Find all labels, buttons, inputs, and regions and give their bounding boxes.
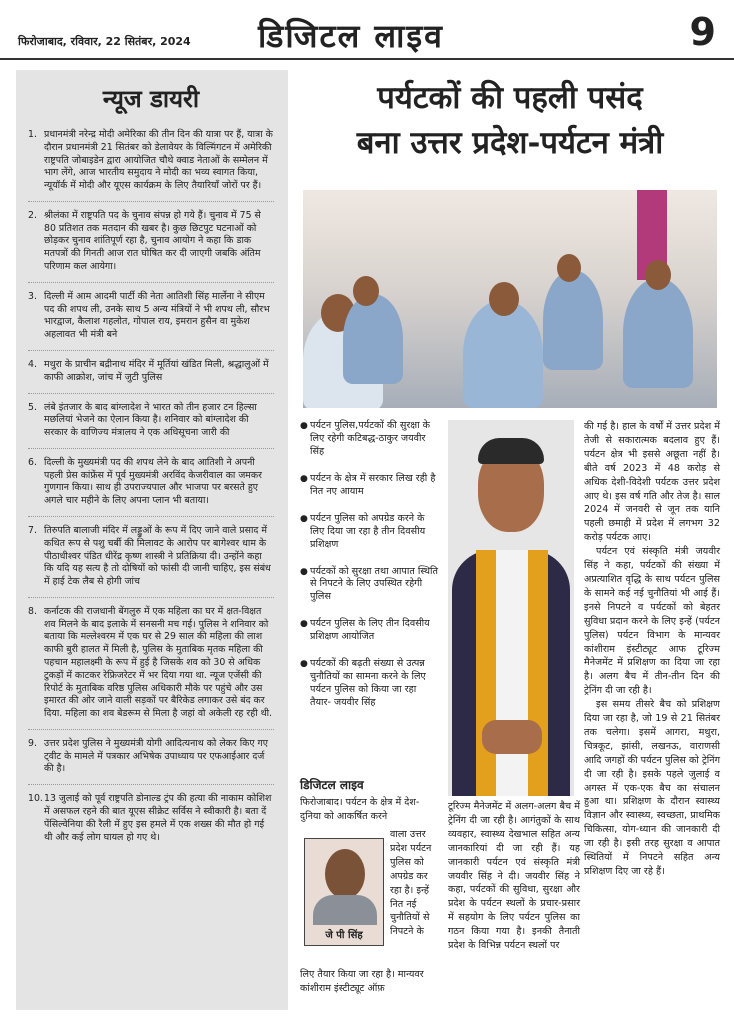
diary-item-text: दिल्ली के मुख्यमंत्री पद की शपथ लेने के बाद आतिशी ने अपनी पहली प्रेस कांफ्रेंस में पूर्व मुख्यमंत्री अरविंद केजरीवाल का जमकर गुणगान किया। साथ ही उपराज्यपाल और भाजपा पर बरसते हुए अगले चार महीने के लिए अपना प्लान भी बताया। bbox=[44, 456, 262, 507]
article-headline bbox=[300, 76, 720, 166]
highlight-item bbox=[300, 618, 440, 644]
person-figure bbox=[343, 294, 403, 384]
diary-item-number: 5. bbox=[28, 401, 37, 413]
diary-item bbox=[28, 129, 274, 202]
diary-item-text: उत्तर प्रदेश पुलिस ने मुख्यमंत्री योगी आदित्यनाथ को लेकर किए गए ट्वीट के मामले में पत्रकार अभिषेक उपाध्याय पर एफआईआर दर्ज की है। bbox=[44, 737, 268, 775]
highlight-text: पर्यटन पुलिस के लिए तीन दिवसीय प्रशिक्षण आयोजित bbox=[310, 618, 430, 643]
reporter-photo bbox=[304, 838, 384, 946]
highlight-text: पर्यटकों को सुरक्षा तथा आपात स्थिति से निपटने के लिए उपस्थित रहेगी पुलिस bbox=[310, 565, 438, 603]
diary-title: न्यूज डायरी bbox=[102, 85, 200, 113]
article-paragraph: इस समय तीसरे बैच को प्रशिक्षण दिया जा रहा है, जो 19 से 21 सितंबर तक चलेगा। इसमें आगरा, मथुरा, चित्रकूट, झांसी, लखनऊ, वाराणसी आदि जगहों की पर्यटन पुलिस को ट्रेनिंग दी जा रही है। इसके पहले जुलाई व अगस्त में एक-एक बैच का संचालन हुआ था। प्रशिक्षण के दौरान स्वास्थ्य विज्ञान और स्वास्थ्य, स्वच्छता, प्राथमिक चिकित्सा, योग-ध्यान की जानकारी दी जा रही है। इसी तरह सुरक्षा व आपात स्थितियों में निपटने सहित अन्य प्रशिक्षण दिए जा रहे हैं। bbox=[584, 699, 720, 877]
scarf-shape bbox=[476, 550, 496, 796]
headline-line-2: बना उत्तर प्रदेश-पर्यटन मंत्री bbox=[356, 124, 664, 161]
bullet-icon: ● bbox=[300, 566, 308, 577]
diary-item-number: 1. bbox=[28, 129, 37, 140]
article-paragraph: की गई है। हाल के वर्षों में उत्तर प्रदेश में तेजी से सकारात्मक बदलाव हुए हैं। पर्यटन क्षेत्र भी इससे अछूता नहीं है। बीते वर्ष 2023 में 48 करोड़ से अधिक देशी-विदेशी पर्यटक उत्तर प्रदेश आए थे। इस वर्ष गति और तेज है। साल 2024 में जनवरी से जून तक यानि पहली छमाही में प्रदेश में लगभग 32 करोड़ पर्यटक आए। bbox=[584, 421, 720, 544]
article-body-side: वाला उत्तर प्रदेश पर्यटन पुलिस को अपग्रेड कर रहा है। इन्हें नित नई चुनौतियों से निपटने के bbox=[390, 829, 432, 938]
diary-item-text: मथुरा के प्राचीन बद्रीनाथ मंदिर में मूर्तियां खंडित मिली, श्रद्धालुओं में काफी आक्रोश, जांच में जुटी पुलिस bbox=[44, 358, 269, 383]
highlight-item bbox=[300, 513, 440, 552]
minister-photo bbox=[448, 420, 574, 796]
bullet-icon: ● bbox=[300, 513, 308, 524]
diary-item-text: प्रधानमंत्री नरेन्द्र मोदी अमेरिका की तीन दिन की यात्रा पर हैं, यात्रा के दौरान प्रधानमंत्री 21 सितंबर को डेलावेयर के विल्मिंगटन में अमेरिकी राष्ट्रपति जोबाइडेन द्वारा आयोजित चौथे क्वाड नेताओं के सम्मेलन में भाग लेंगे, आज भारतीय समुदाय ने मोदी का भव्य स्वागत किया, न्यूयॉर्क में मोदी और यूएस कार्यक्रम के लिए तैयारियाँ जोरों पर हैं। bbox=[44, 129, 273, 192]
bullet-icon: ● bbox=[300, 659, 308, 670]
diary-item bbox=[28, 457, 274, 517]
diary-item bbox=[28, 525, 274, 598]
diary-item bbox=[28, 402, 274, 449]
bullet-icon: ● bbox=[300, 473, 308, 484]
minister-hair bbox=[478, 438, 544, 464]
diary-item-text: लंबे इंतजार के बाद बांग्लादेश ने भारत को तीन हजार टन हिल्सा मछलियां भेजने का ऐलान किया है। शनिवार को बांग्लादेश की सरकार के वाणिज्य मंत्रालय ने एक अधिसूचना जारी की bbox=[44, 401, 257, 439]
person-head bbox=[645, 260, 671, 290]
diary-item-number: 8. bbox=[28, 605, 37, 617]
diary-item-number: 9. bbox=[28, 737, 37, 749]
diary-item-text: तिरुपति बालाजी मंदिर में लड्डुओं के रूप में दिए जाने वाले प्रसाद में कथित रूप से पशु चर्बी की मिलावट के आरोप पर बागेश्वर धाम के पीठाधीश्वर पंडित धीरेंद्र कृष्ण शास्त्री ने प्रतिक्रिया दी। उन्होंने कहा कि यदि यह सत्य है तो दोषियों को फांसी दी जानी चाहिए, इस संबंध में हाई टेक लैब से होगी जांच bbox=[44, 524, 271, 588]
reporter-caption: जे पी सिंह bbox=[325, 930, 363, 941]
article-body-lead: फिरोजाबाद। पर्यटन के क्षेत्र में देश-दुनिया को आकर्षित करने bbox=[300, 797, 420, 822]
bullet-icon: ● bbox=[300, 619, 308, 630]
diary-item-number: 2. bbox=[28, 209, 37, 221]
diary-item-number: 7. bbox=[28, 524, 37, 536]
article-highlights bbox=[300, 420, 440, 724]
diary-item bbox=[28, 359, 274, 394]
reporter-face bbox=[325, 849, 365, 899]
news-diary-panel bbox=[16, 70, 288, 1010]
bullet-icon: ● bbox=[300, 421, 308, 431]
person-figure bbox=[623, 278, 693, 388]
article-body-tail: लिए तैयार किया जा रहा है। मान्यवर कांशीराम इंस्टीट्यूट ऑफ़ bbox=[300, 969, 424, 994]
highlight-item bbox=[300, 566, 440, 605]
diary-item-text: 13 जुलाई को पूर्व राष्ट्रपति डोनाल्ड ट्रंप की हत्या की नाकाम कोशिश में असफल रहने की बात यूएस सीक्रेट सर्विस ने स्वीकारी है। बता दें पेंसिल्वेनिया की रैली में हुए इस हमले में एक शख्स की मौत हो गई थी और कई लोग घायल हो गए थे। bbox=[44, 793, 272, 843]
article-paragraph: पर्यटन एवं संस्कृति मंत्री जयवीर सिंह ने कहा, पर्यटकों की संख्या में अप्रत्याशित वृद्धि के साथ पर्यटन पुलिस के सामने कई नई चुनौतियां भी आई हैं। इनसे निपटने व पर्यटकों को बेहतर सुविधा प्रदान करने के लिए इन्हें (पर्यटन पुलिस) पर्यटन विभाग के मान्यवर कांशीराम इंस्टीट्यूट आफ टूरिज्म मैनेजमेंट में प्रशिक्षण का दिया जा रहा है। अलग बैच में तीन-तीन दिन की ट्रेनिंग दी जा रही है। bbox=[584, 546, 720, 697]
scarf-shape bbox=[528, 550, 548, 796]
diary-item-text: दिल्ली में आम आदमी पार्टी की नेता आतिशी सिंह मार्लेना ने सीएम पद की शपथ ली, उनके साथ 5 अन्य मंत्रियों ने भी शपथ ली, सौरभ भारद्वाज, कैलाश गहलोत, गोपाल राय, इमरान हुसैन वा मुकेश अहलावत भी मंत्री बने bbox=[44, 290, 270, 341]
newspaper-title: डिजिटल लाइव bbox=[258, 17, 444, 55]
diary-item bbox=[28, 210, 274, 283]
person-head bbox=[353, 276, 379, 306]
highlight-text: पर्यटन पुलिस,पर्यटकों की सुरक्षा के लिए रहेगी कटिबद्ध-ठाकुर जयवीर सिंह bbox=[310, 420, 431, 457]
person-head bbox=[557, 254, 581, 282]
diary-item-number: 3. bbox=[28, 290, 37, 302]
reporter-shirt bbox=[313, 895, 377, 925]
person-figure bbox=[463, 300, 543, 408]
person-head bbox=[489, 282, 519, 316]
diary-list bbox=[28, 129, 274, 852]
diary-item-number: 4. bbox=[28, 358, 37, 370]
diary-item bbox=[28, 793, 274, 852]
highlight-text: पर्यटन पुलिस को अपग्रेड करने के लिए दिया जा रहा है तीन दिवसीय प्रशिक्षण bbox=[310, 512, 426, 550]
article-body-right bbox=[584, 420, 720, 879]
diary-item bbox=[28, 606, 274, 730]
highlight-text: पर्यटकों की बढ़ती संख्या से उत्पन्न चुनौतियों का सामना करने के लिए पर्यटन पुलिस को किया जा रहा तैयार- जयवीर सिंह bbox=[310, 658, 426, 708]
diary-item-number: 10. bbox=[28, 793, 43, 805]
article-body-center: टूरिज्म मैनेजमेंट में अलग-अलग बैच में ट्रेनिंग दी जा रही है। आगंतुकों के साथ व्यवहार, स्वास्थ्य देखभाल सहित अन्य जानकारियां दी जा रही हैं। यह जानकारी पर्यटन एवं संस्कृति मंत्री जयवीर सिंह ने दी। जयवीर सिंह ने कहा, पर्यटकों की सुविधा, सुरक्षा और प्रदेश के पर्यटन स्थलों के प्रचार-प्रसार में सहयोग के लिए पर्यटन पुलिस का गठन किया गया है। इनकी तैनाती प्रदेश के विभिन्न पर्यटन स्थलों पर bbox=[448, 801, 580, 952]
diary-item bbox=[28, 291, 274, 351]
highlight-item bbox=[300, 420, 440, 459]
highlight-item bbox=[300, 658, 440, 710]
training-session-photo bbox=[303, 190, 717, 408]
page-header bbox=[0, 0, 734, 60]
headline-line-1: पर्यटकों की पहली पसंद bbox=[377, 80, 643, 116]
shirt-shape bbox=[494, 550, 530, 796]
highlight-text: पर्यटन के क्षेत्र में सरकार लिख रही है नित नए आयाम bbox=[310, 472, 436, 497]
page-number: 9 bbox=[689, 10, 716, 54]
minister-hands bbox=[482, 720, 542, 754]
person-figure bbox=[543, 270, 603, 370]
diary-item-text: कर्नाटक की राजधानी बेंगलुरु में एक महिला का घर में क्षत-विक्षत शव मिलने के बाद इलाके में सनसनी मच गई। पुलिस ने शनिवार को बताया कि मल्लेश्वरम में एक घर से 29 साल की महिला की लाश काफी बुरी हालत में मिली है, पुलिस के मुताबिक मृतक महिला की पहचान महालक्ष्मी के रूप में हुई है जिसके शव को 30 से अधिक टुकड़ों में काटकर रेफ्रिजरेटर में भर दिया गया था. न्यूज एजेंसी की रिपोर्ट के मुताबिक वरिष्ठ पुलिस अधिकारी मौके पर पहुंचे और उस इमारत की ओर जाने वाली सड़कों पर बैरिकेड लगाकर उसे बंद कर दिया. महिला का शव बेडरूम से मिला है जहां वो अकेली रह रही थी. bbox=[44, 605, 273, 720]
diary-item-number: 6. bbox=[28, 456, 37, 468]
diary-item bbox=[28, 738, 274, 785]
edition-date: फिरोजाबाद, रविवार, 22 सितंबर, 2024 bbox=[18, 35, 191, 48]
diary-item-text: श्रीलंका में राष्ट्रपति पद के चुनाव संपन्न हो गये हैं। चुनाव में 75 से 80 प्रतिशत तक मतदान की खबर है। कुछ छिटपुट घटनाओं को छोड़कर चुनाव शांतिपूर्ण रहा है, चुनाव आयोग ने कहा कि डाक मतपत्रों की गिनती आज रात घोषित कर दी जाएगी जबकि अंतिम परिणाम कल आयेगा। bbox=[44, 209, 261, 273]
highlight-item bbox=[300, 473, 440, 499]
article-byline: डिजिटल लाइव bbox=[300, 778, 364, 792]
